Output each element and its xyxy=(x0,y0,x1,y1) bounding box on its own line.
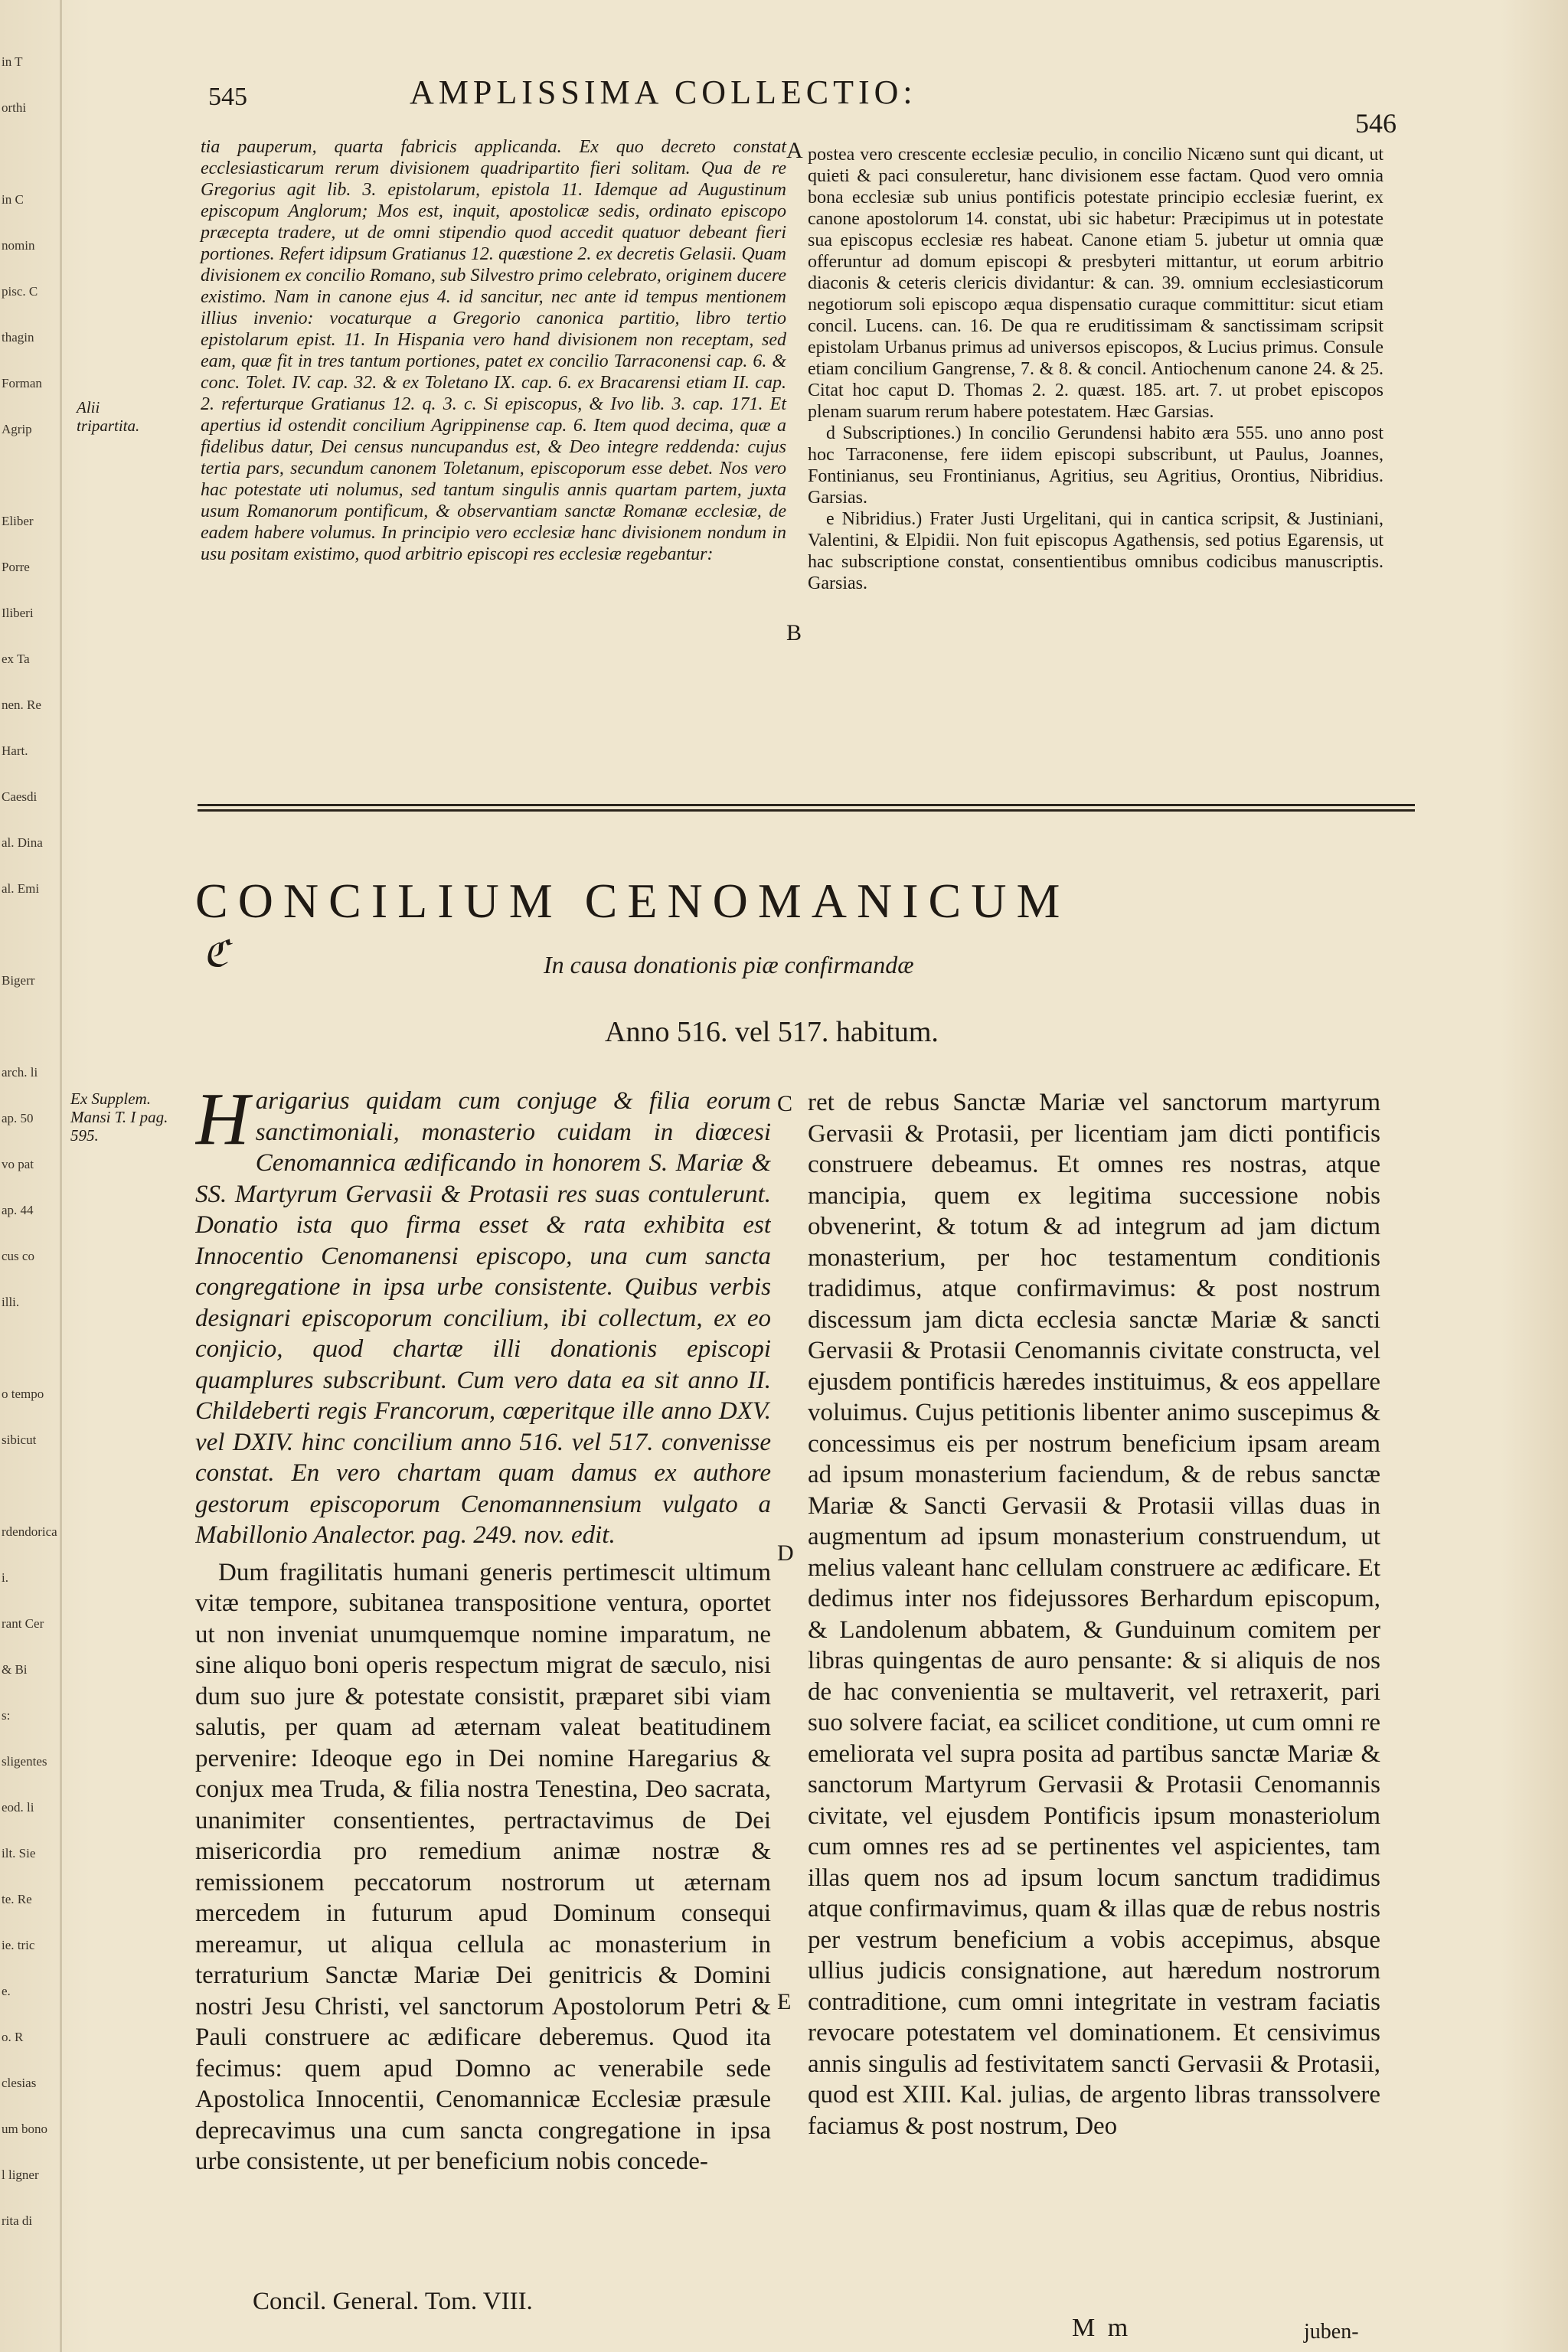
drop-cap: H xyxy=(195,1086,250,1161)
bleed-fragment: Caesdi xyxy=(2,789,38,804)
bleed-fragment: ap. 50 xyxy=(2,1111,34,1125)
page-number-left: 545 xyxy=(208,83,247,111)
main-column-right xyxy=(808,1087,1380,2321)
bleed-fragment: sibicut xyxy=(2,1432,37,1447)
bleed-fragment: & Bi xyxy=(2,1662,28,1677)
charter-text-left: Dum fragilitatis humani generis pertimescit ultimum vitæ tempore, subitanea transpositione ventura, oportet ut non inveniat unumquemque nomine imparatum, ne sine aliquo boni operis respectum migrat de sæculo, nisi dum suo jure & potestate consistit, præparet sibi viam salutis, per quam ad æternam valeat beatitudinem pervenire: Ideoque ego in Dei nomine Haregarius & conjux mea Truda, & filia nostra Tenestina, Deo sacrata, unanimiter consentientes, pertractavimus de Dei misericordia pro remedium animæ nostræ & remissionem peccatorum nostrorum ut æternam mercedem in futurum apud Dominum consequi mereamur, ut aliqua cellula ac monasterium in terraturium Sanctæ Mariæ Dei genitricis & Domini nostri Jesu Christi, vel sanctorum Apostolorum Petri & Pauli construere ac ædificare deberemus. Quod ita fecimus: quem apud Domno ac venerabile sede Apostolica Innocentii, Cenomannicæ Ecclesiæ præsule deprecavimus una cum sancta congregatione in ipsa urbe consistente, ut per beneficium nobis concede- xyxy=(195,1558,771,2175)
bleed-fragment: nen. Re xyxy=(2,697,41,712)
section-letter-e: E xyxy=(777,1989,792,2014)
commentary-left-text: tia pauperum, quarta fabricis applicanda. Ex quo decreto constat ecclesiasticarum rerum divisionem quadripartito fieri solitam. Qua de re Gregorius agit lib. 3. epistolarum, epistola 11. Idemque ad Augustinum episcopum Anglorum; Mos est, inquit, apostolicæ sedis, ordinato episcopo præcepta tradere, ut de omni stipendio quod accedit quatuor debeant fieri portiones. Refert idipsum Gratianus 12. quæstione 2. ex decretis Gelasii. Quam divisionem ex concilio Romano, sub Silvestro primo celebrato, originem ducere existimo. Nam in canone ejus 4. id sancitur, nec ante id tempus mentionem illius invenio: vocaturque a Gregorio canonica partitio, libro tertio epistolarum epist. 11. In Hispania vero hand divisionem non receptam, sed eam, quæ fit in tres tantum portiones, patet ex concilio Tarraconensi cap. 6. & conc. Tolet. IV. cap. 32. & ex Toletano IX. cap. 6. ex Bracarensi etiam II. cap. 2. referturque Gratianus 12. q. 3. c. Si episcopus, & Ivo lib. 3. cap. 171. Et apertius id ostendit concilium Agrippinense cap. 6. Item quod decima, quæ a fidelibus datur, Dei census nuncupandus est, & Deo integre reddenda: cujus tertia pars, secundum canonem Toletanum, episcoporum esse debet. Nos vero hac potestate uti nolumus, sed tantum singulis annis quartam partem, juxta usum Romanorum pontificum, & observantiam sanctæ Romanæ ecclesiæ, de eadem habere volumus. In principio vero ecclesiæ hanc divisionem nondum in usu positam existimo, quod arbitrio episcopi res ecclesiæ regebantur: xyxy=(201,137,786,564)
bleed-fragment: sligentes xyxy=(2,1754,47,1769)
bleed-fragment: Iliberi xyxy=(2,606,34,620)
bleed-fragment: ap. 44 xyxy=(2,1203,34,1217)
bleed-fragment: illi. xyxy=(2,1295,20,1309)
bleed-fragment: eod. li xyxy=(2,1800,34,1815)
bleed-fragment: thagin xyxy=(2,330,34,345)
bleed-fragment: e. xyxy=(2,1984,11,1998)
bleed-fragment: clesias xyxy=(2,2076,37,2090)
section-letter-b: B xyxy=(786,620,802,645)
note-e: e Nibridius.) Frater Justi Urgelitani, qui in cantica scripsit, & Justiniani, Valentini, & Elpidii. Non fuit episcopus Agathensis, sed potius Egarensis, ut hac subscriptione constat, consentientibus omnibus codicibus manuscriptis. Garsias. xyxy=(808,509,1383,593)
adjacent-page-bleed xyxy=(0,0,61,2352)
bleed-fragment: vo pat xyxy=(2,1157,34,1171)
council-title: CONCILIUM CENOMANICUM xyxy=(195,874,1070,928)
commentary-right-text: postea vero crescente ecclesiæ peculio, in concilio Nicæno sunt qui dicant, ut quieti & paci consuleretur, hanc divisionem esse factam. Quod vero omnia bona ecclesiæ sub unius pontificis potestate principio ecclesiæ fuerint, ex canone apostolorum 14. constat, ubi sic habetur: Præcipimus ut in potestate sua episcopus ecclesiæ res habeat. Canone etiam 5. jubetur ut omnia quæ offeruntur ad domum episcopi & presbyteri mittantur, ut eorum arbitrio diaconis & ceteris clericis dividantur: & can. 39. omnium ecclesiasticorum negotiorum soli episcopo æqua dispensatio curaque committitur: sicut etiam concil. Lucens. can. 16. De qua re eruditissimam & sanctissimam scripsit epistolam Urbanus primus ad universos episcopos, & Lucius primus. Consule etiam concilium Gangrense, 7. & 8. & concil. Antiochenum canone 24. & 25. Citat hoc caput D. Thomas 2. 2. quæst. 185. art. 7. ut probet episcopos plenam suarum rerum habere potestatem. Hæc Garsias. xyxy=(808,145,1383,422)
bleed-fragment: ex Ta xyxy=(2,652,30,666)
page-number-right: 546 xyxy=(1355,108,1396,139)
bleed-fragment: Agrip xyxy=(2,422,32,436)
bleed-fragment: Hart. xyxy=(2,743,28,758)
commentary-left xyxy=(201,136,786,565)
catchword: juben- xyxy=(1304,2320,1359,2344)
bleed-fragment: nomin xyxy=(2,238,35,253)
bleed-fragment: rdendorica xyxy=(2,1524,57,1539)
section-letter-a: A xyxy=(786,138,803,163)
year-line: Anno 516. vel 517. habitum. xyxy=(605,1016,939,1048)
bleed-fragment: rant Cer xyxy=(2,1616,44,1631)
signature-mark: M m xyxy=(1072,2314,1132,2342)
ornament-glyph: ℭ xyxy=(203,934,229,975)
main-column-left xyxy=(195,1086,771,2288)
commentary-right xyxy=(808,144,1383,594)
running-title: AMPLISSIMA COLLECTIO: xyxy=(410,74,917,111)
section-letter-d: D xyxy=(777,1540,794,1566)
bleed-fragment: orthi xyxy=(2,100,27,115)
bleed-fragment: o tempo xyxy=(2,1387,44,1401)
bleed-fragment: Forman xyxy=(2,376,42,390)
bleed-fragment: in C xyxy=(2,192,24,207)
bleed-fragment: ilt. Sie xyxy=(2,1846,36,1860)
bleed-fragment: i. xyxy=(2,1570,8,1585)
source-note: Ex Supplem. Mansi T. I pag. 595. xyxy=(70,1089,168,1145)
intro-text: arigarius quidam cum conjuge & filia eorum sanctimoniali, monasterio cuidam in diœcesi Cenomannica ædificando in honorem S. Mariæ & SS. Martyrum Gervasii & Protasii res suas contulerunt. Donatio ista quo firma esset & rata exhibita est Innocentio Cenomanensi episcopo, una cum sancta congregatione in ipsa urbe consistente. Quibus verbis designari episcoporum concilium, ibi collectum, ex eo conjicio, quod chartæ illi donationis episcopi quamplures subscribunt. Cum vero data ea sit anno II. Childeberti regis Francorum, cœperitque ille anno DXV. vel DXIV. hinc concilium anno 516. vel 517. convenisse constat. En vero chartam quam damus ex authore gestorum episcoporum Cenomannensium vulgato a Mabillonio Analector. pag. 249. nov. edit. xyxy=(195,1087,771,1549)
bleed-fragment: arch. li xyxy=(2,1065,38,1080)
note-d: d Subscriptiones.) In concilio Gerundensi habito æra 555. uno anno post hoc Tarraconense, fere iidem episcopi subscribunt, ut Paulus, Joannes, Fontinianus, seu Frontinianus, Agritius, seu Agritius, Orontius, Nibridius. Garsias. xyxy=(808,423,1383,508)
intro-paragraph xyxy=(195,1086,771,1551)
bleed-fragment: in T xyxy=(2,54,23,69)
footer-collection-title: Concil. General. Tom. VIII. xyxy=(253,2288,533,2315)
bleed-fragment: ie. tric xyxy=(2,1938,35,1952)
bleed-fragment: te. Re xyxy=(2,1892,32,1906)
bleed-fragment: al. Emi xyxy=(2,881,40,896)
bleed-fragment: um bono xyxy=(2,2122,47,2136)
ornamental-rule xyxy=(198,804,1415,818)
bleed-fragment: rita di xyxy=(2,2213,33,2228)
bleed-fragment: pisc. C xyxy=(2,284,38,299)
section-letter-c: C xyxy=(777,1091,793,1116)
bleed-fragment: Bigerr xyxy=(2,973,35,988)
bleed-fragment: l ligner xyxy=(2,2167,39,2182)
charter-text-right: ret de rebus Sanctæ Mariæ vel sanctorum martyrum Gervasii & Protasii, per licentiam jam dicti pontificis construere debeamus. Et omnes res nostras, atque mancipia, quem ex legitima successione nobis obvenerint, & totum & ad integrum ad jam dictum monasterium, per hoc testamentum conditionis tradidimus, atque confirmavimus: & post nostrum discessum jam dicta ecclesia sanctæ Mariæ & sancti Gervasii & Protasii Cenomannis civitate constructa, vel ejusdem pontificis hæredes instituimus, & eos appellare voluimus. Cujus petitionis libenter animo suscepimus & concessimus eis per nostrum beneficium ipsam aream ad ipsum monasterium faciendum, & de rebus sanctæ Mariæ & Sancti Gervasii & Protasii villas duas in augmentum ad ipsum monasterium construendum, ut melius valeant hanc cellulam construere ac ædificare. Et dedimus inter nos fidejussores Berhardum episcopum, & Landolenum abbatem, & Gunduinum comitem per libras quingentas de auro pensante: & si aliquis de nos de hac convenientia se multaverit, vel retraxerit, pari suo solvere faciat, ea scilicet conditione, ut cum omni re emeliorata vel supra posita ad partibus sanctæ Mariæ & sanctorum Martyrum Gervasii & Protasii Cenomannis civitate, vel ejusdem Pontificis ipsum monasteriolum cum omnes res ad se pertinentes vel aspicientes, tam illas quem nos ad ipsum locum sanctum tradidimus atque confirmavimus, quam & illas quæ de rebus nostris per vestrum beneficium a vobis accepimus, absque ullius judicis consignatione, aut hæredum nostrorum contraditione, cum omni integritate in vestram faciatis revocare potestatem vel dominationem. Et censivimus annis singulis ad festivitatem sancti Gervasii & Protasii, quod est XIII. Kal. julias, de argento libras transsolvere faciamus & post nostrum, Deo xyxy=(808,1089,1380,2140)
council-subtitle: In causa donationis piæ confirmandæ xyxy=(544,951,914,978)
bleed-fragment: Eliber xyxy=(2,514,34,528)
gutter-line xyxy=(60,0,62,2352)
bleed-fragment: Porre xyxy=(2,560,30,574)
bleed-fragment: o. R xyxy=(2,2030,24,2044)
bleed-fragment: al. Dina xyxy=(2,835,43,850)
bleed-fragment: cus co xyxy=(2,1249,34,1263)
margin-note-alii: Alii tripartita. xyxy=(77,398,140,435)
bleed-fragment: s: xyxy=(2,1708,11,1723)
